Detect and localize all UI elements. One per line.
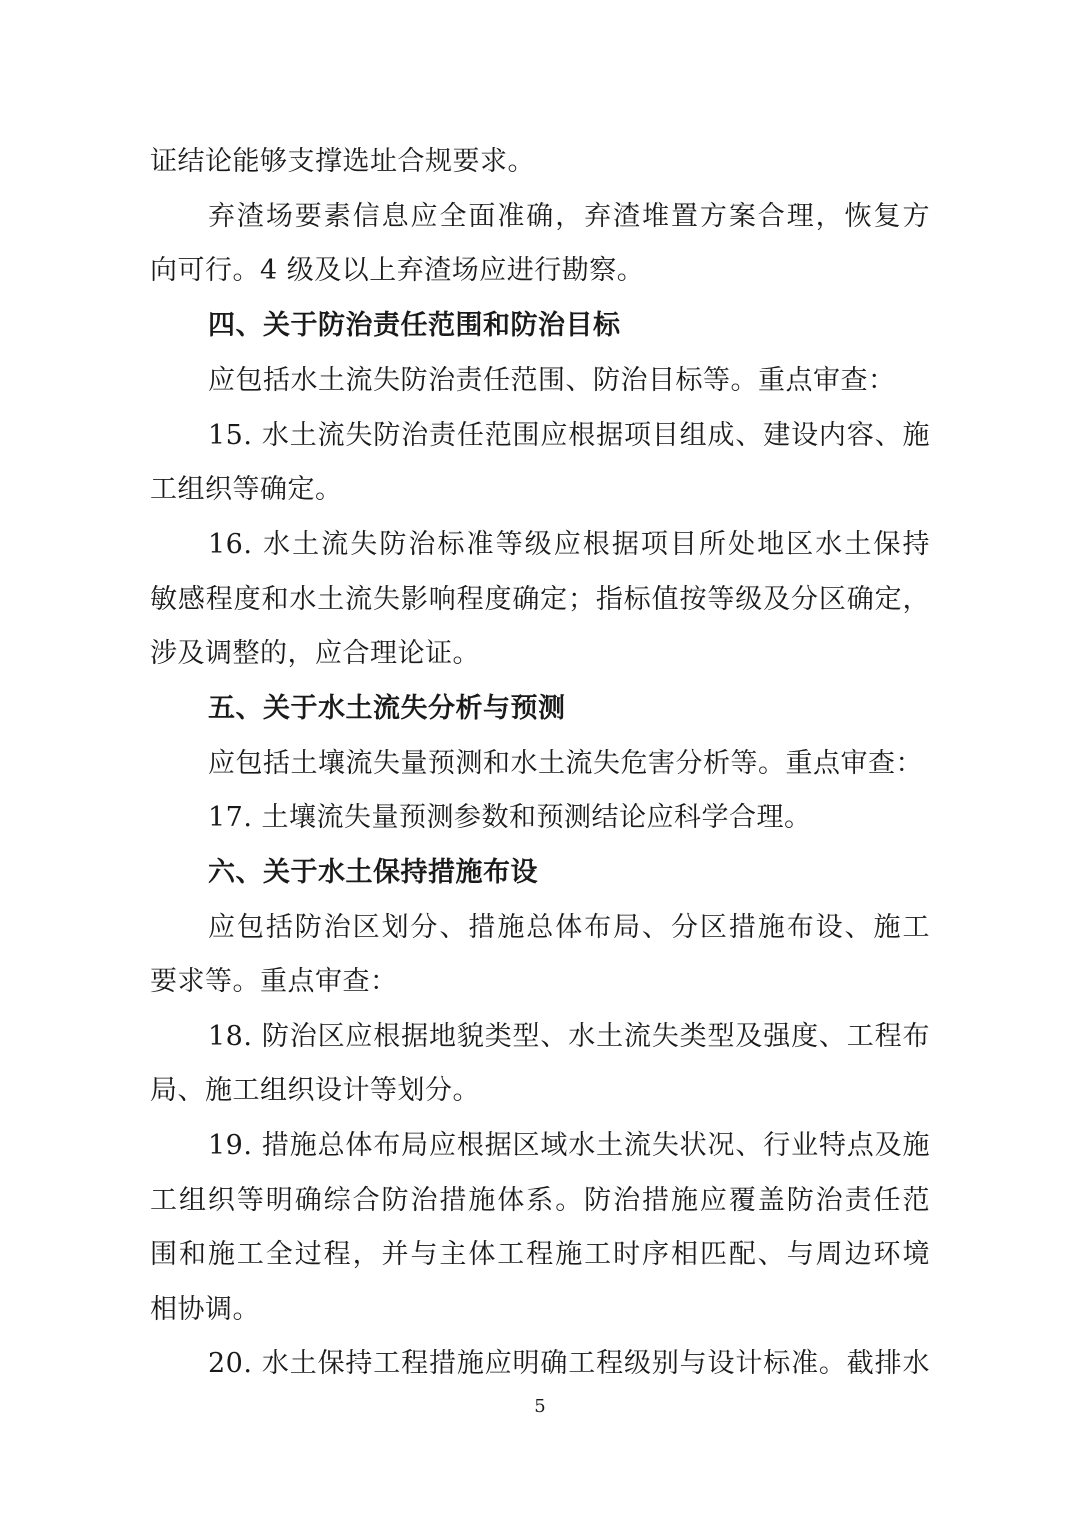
item-17-line-1: 17. 土壤流失量预测参数和预测结论应科学合理。 [208, 802, 812, 833]
item-16-line-3: 涉及调整的，应合理论证。 [150, 638, 480, 669]
section-heading-4: 四、关于防治责任范围和防治目标 [208, 310, 621, 341]
section-heading-5: 五、关于水土流失分析与预测 [208, 693, 566, 724]
item-19-line-1: 19. 措施总体布局应根据区域水土流失状况、行业特点及施 [208, 1130, 930, 1161]
text-line-15: 应包括防治区划分、措施总体布局、分区措施布设、施工 [208, 912, 930, 943]
item-19-line-2: 工组织等明确综合防治措施体系。防治措施应覆盖防治责任范 [150, 1185, 930, 1216]
text-line-3: 向可行。4 级及以上弃渣场应进行勘察。 [150, 255, 645, 286]
item-19-line-4: 相协调。 [150, 1294, 260, 1325]
item-16-line-1: 16. 水土流失防治标准等级应根据项目所处地区水土保持 [208, 529, 930, 560]
item-18-line-1: 18. 防治区应根据地貌类型、水土流失类型及强度、工程布 [208, 1021, 930, 1052]
text-line-2: 弃渣场要素信息应全面准确，弃渣堆置方案合理，恢复方 [208, 201, 930, 232]
item-15-line-2: 工组织等确定。 [150, 474, 343, 505]
item-16-line-2: 敏感程度和水土流失影响程度确定；指标值按等级及分区确定， [150, 584, 930, 615]
text-line-12: 应包括土壤流失量预测和水土流失危害分析等。重点审查： [208, 748, 923, 779]
item-20-line-1: 20. 水土保持工程措施应明确工程级别与设计标准。截排水 [208, 1348, 930, 1379]
item-15-line-1: 15. 水土流失防治责任范围应根据项目组成、建设内容、施 [208, 420, 930, 451]
page-number: 5 [534, 1396, 546, 1417]
item-18-line-2: 局、施工组织设计等划分。 [150, 1075, 480, 1106]
text-line-5: 应包括水土流失防治责任范围、防治目标等。重点审查： [208, 365, 896, 396]
item-19-line-3: 围和施工全过程，并与主体工程施工时序相匹配、与周边环境 [150, 1239, 930, 1270]
section-heading-6: 六、关于水土保持措施布设 [208, 857, 538, 888]
text-line-1: 证结论能够支撑选址合规要求。 [150, 146, 535, 177]
text-line-16: 要求等。重点审查： [150, 966, 398, 997]
